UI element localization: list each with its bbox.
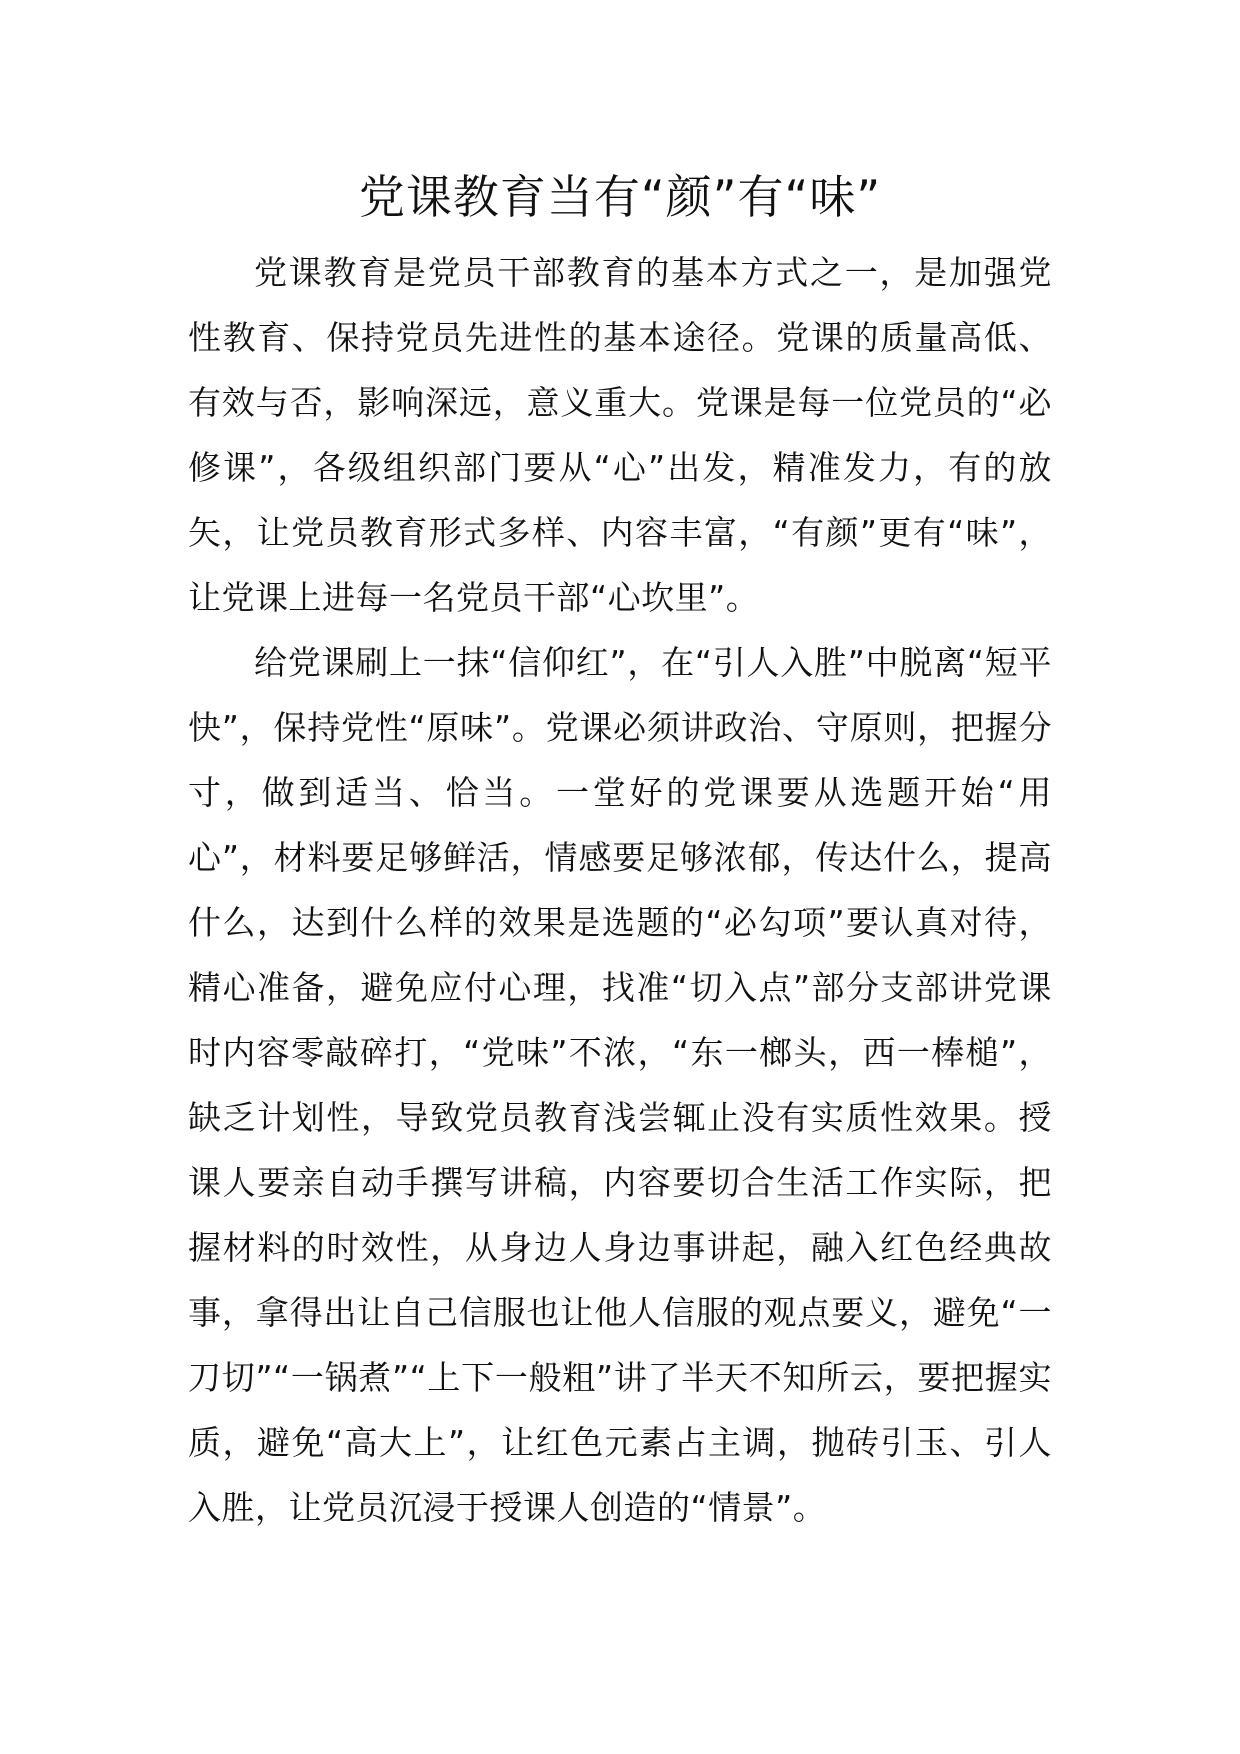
paragraph-1: 党课教育是党员干部教育的基本方式之一，是加强党性教育、保持党员先进性的基本途径。党课的质量高低、有效与否，影响深远，意义重大。党课是每一位党员的“必修课”，各级组织部门要从“心”出发，精准发力，有的放矢，让党员教育形式多样、内容丰富，“有颜”更有“味”，让党课上进每一名党员干部“心坎里”。 [188,253,1052,617]
document-title: 党课教育当有“颜”有“味” [358,170,882,224]
document-body [188,240,1052,1540]
paragraph-2: 给党课刷上一抹“信仰红”，在“引人入胜”中脱离“短平快”，保持党性“原味”。党课必须讲政治、守原则，把握分寸，做到适当、恰当。一堂好的党课要从选题开始“用心”，材料要足够鲜活，情感要足够浓郁，传达什么，提高什么，达到什么样的效果是选题的“必勾项”要认真对待，精心准备，避免应付心理，找准“切入点”部分支部讲党课时内容零敲碎打，“党味”不浓，“东一榔头，西一棒槌”，缺乏计划性，导致党员教育浅尝辄止没有实质性效果。授课人要亲自动手撰写讲稿，内容要切合生活工作实际，把握材料的时效性，从身边人身边事讲起，融入红色经典故事，拿得出让自己信服也让他人信服的观点要义，避免“一刀切”“一锅煮”“上下一般粗”讲了半天不知所云，要把握实质，避免“高大上”，让红色元素占主调，抛砖引玉、引人入胜，让党员沉浸于授课人创造的“情景”。 [188,643,1052,1527]
